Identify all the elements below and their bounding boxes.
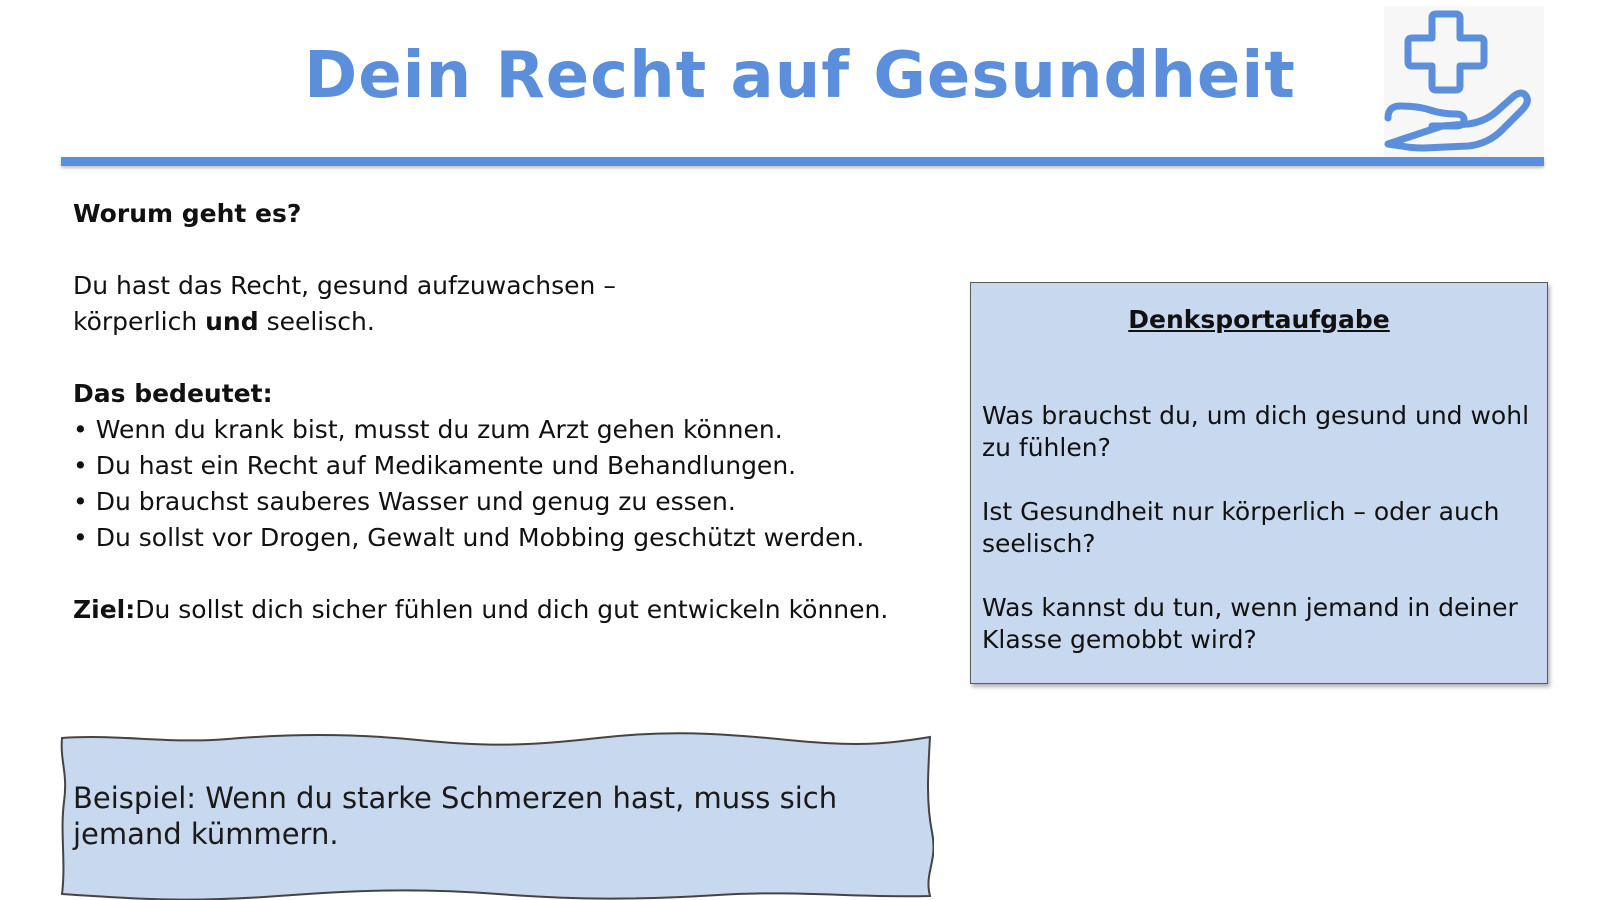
goal-text: Du sollst dich sicher fühlen und dich gut entwickeln können. [135, 595, 889, 624]
intro-text-bold: und [205, 307, 259, 336]
intro-line-2 [73, 304, 953, 340]
list-item: • Du sollst vor Drogen, Gewalt und Mobbing geschützt werden. [73, 520, 953, 556]
example-box [58, 732, 934, 900]
puzzle-box [970, 282, 1548, 684]
section-heading: Worum geht es? [73, 199, 302, 228]
goal-label: Ziel: [73, 595, 136, 624]
list-item: • Du brauchst sauberes Wasser und genug zu essen. [73, 484, 953, 520]
puzzle-question: Was kannst du tun, wenn jemand in deiner Klasse gemobbt wird? [982, 593, 1518, 654]
medical-cross-hand-icon [1384, 6, 1544, 162]
slide-title: Dein Recht auf Gesundheit [304, 39, 1296, 113]
goal-line [73, 592, 953, 628]
intro-line-1: Du hast das Recht, gesund aufzuwachsen – [73, 271, 616, 300]
intro-text-start: körperlich [73, 307, 206, 336]
list-item: • Du hast ein Recht auf Medikamente und Behandlungen. [73, 448, 953, 484]
title-divider [61, 157, 1544, 166]
meaning-heading: Das bedeutet: [73, 379, 273, 408]
rights-list [73, 412, 953, 556]
puzzle-title: Denksportaufgabe [1128, 305, 1390, 334]
intro-text-end: seelisch. [258, 307, 375, 336]
puzzle-question: Ist Gesundheit nur körperlich – oder auch seelisch? [982, 497, 1500, 558]
list-item: • Wenn du krank bist, musst du zum Arzt gehen können. [73, 412, 953, 448]
puzzle-question: Was brauchst du, um dich gesund und wohl zu fühlen? [982, 401, 1530, 462]
main-content [73, 196, 953, 628]
example-text: Beispiel: Wenn du starke Schmerzen hast, muss sich jemand kümmern. [73, 781, 838, 851]
